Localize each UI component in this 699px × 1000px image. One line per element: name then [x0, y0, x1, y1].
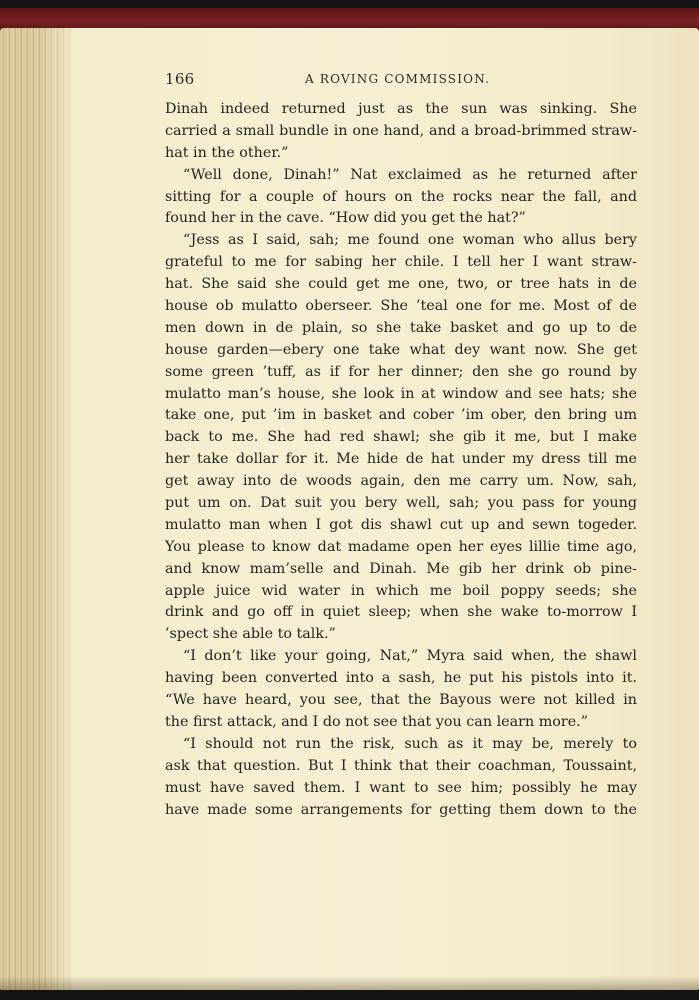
text-line: get away into de woods again, den me carry um. Now, sah,	[165, 473, 637, 490]
text-line: some green ’tuff, as if for her dinner; den she go round by	[165, 363, 637, 380]
text-line: take one, put ’im in basket and cober ’im ober, den bring um	[165, 407, 637, 424]
page-header	[165, 70, 637, 90]
text-line: men down in de plain, so she take basket and go up to de	[165, 319, 637, 336]
text-line: have made some arrangements for getting them down to the	[165, 801, 637, 818]
text-line: having been converted into a sash, he put his pistols into it.	[165, 670, 637, 687]
text-line: You please to know dat madame open her eyes lillie time ago,	[165, 538, 637, 555]
text-line: carried a small bundle in one hand, and a broad-brimmed straw-	[165, 122, 637, 139]
text-line: apple juice wid water in which me boil poppy seeds; she	[165, 582, 637, 599]
text-line: drink and go off in quiet sleep; when she wake to-morrow I	[165, 604, 637, 621]
page-number: 166	[165, 70, 195, 88]
text-line: and know mam’selle and Dinah. Me gib her drink ob pine-	[165, 560, 637, 577]
text-line: mulatto man’s house, she look in at window and see hats; she	[165, 385, 637, 402]
text-line: hat. She said she could get me one, two, or tree hats in de	[165, 276, 637, 293]
text-line: house ob mulatto oberseer. She ’teal one for me. Most of de	[165, 298, 637, 315]
text-line: ’spect she able to talk.”	[165, 626, 336, 643]
text-line: house garden—ebery one take what dey want now. She get	[165, 341, 637, 358]
text-line: put um on. Dat suit you bery well, sah; you pass for young	[165, 495, 637, 512]
text-line: her take dollar for it. Me hide de hat under my dress till me	[165, 451, 637, 468]
text-line: Dinah indeed returned just as the sun was sinking. She	[165, 101, 637, 117]
text-line: “I should not run the risk, such as it may be, merely to	[183, 735, 637, 752]
text-line: “We have heard, you see, that the Bayous were not killed in	[165, 692, 637, 709]
text-line: “Jess as I said, sah; me found one woman who allus bery	[183, 232, 637, 249]
text-line: must have saved them. I want to see him; possibly he may	[165, 779, 637, 796]
text-line: mulatto man when I got dis shawl cut up and sewn togeder.	[165, 516, 637, 533]
body-text	[165, 99, 637, 821]
text-line: back to me. She had red shawl; she gib it me, but I make	[165, 429, 637, 446]
text-line: sitting for a couple of hours on the rocks near the fall, and	[165, 188, 637, 205]
text-line: hat in the other.”	[165, 144, 289, 161]
text-line: the first attack, and I do not see that you can learn more.”	[165, 713, 589, 730]
text-line: “I don’t like your going, Nat,” Myra said when, the shawl	[183, 648, 637, 665]
text-line: grateful to me for sabing her chile. I tell her I want straw-	[165, 254, 637, 271]
text-line: “Well done, Dinah!” Nat exclaimed as he returned after	[183, 166, 637, 183]
running-head: A ROVING COMMISSION.	[305, 72, 491, 86]
text-line: found her in the cave. “How did you get the hat?”	[165, 210, 526, 227]
text-line: ask that question. But I think that their coachman, Toussaint,	[165, 757, 637, 774]
